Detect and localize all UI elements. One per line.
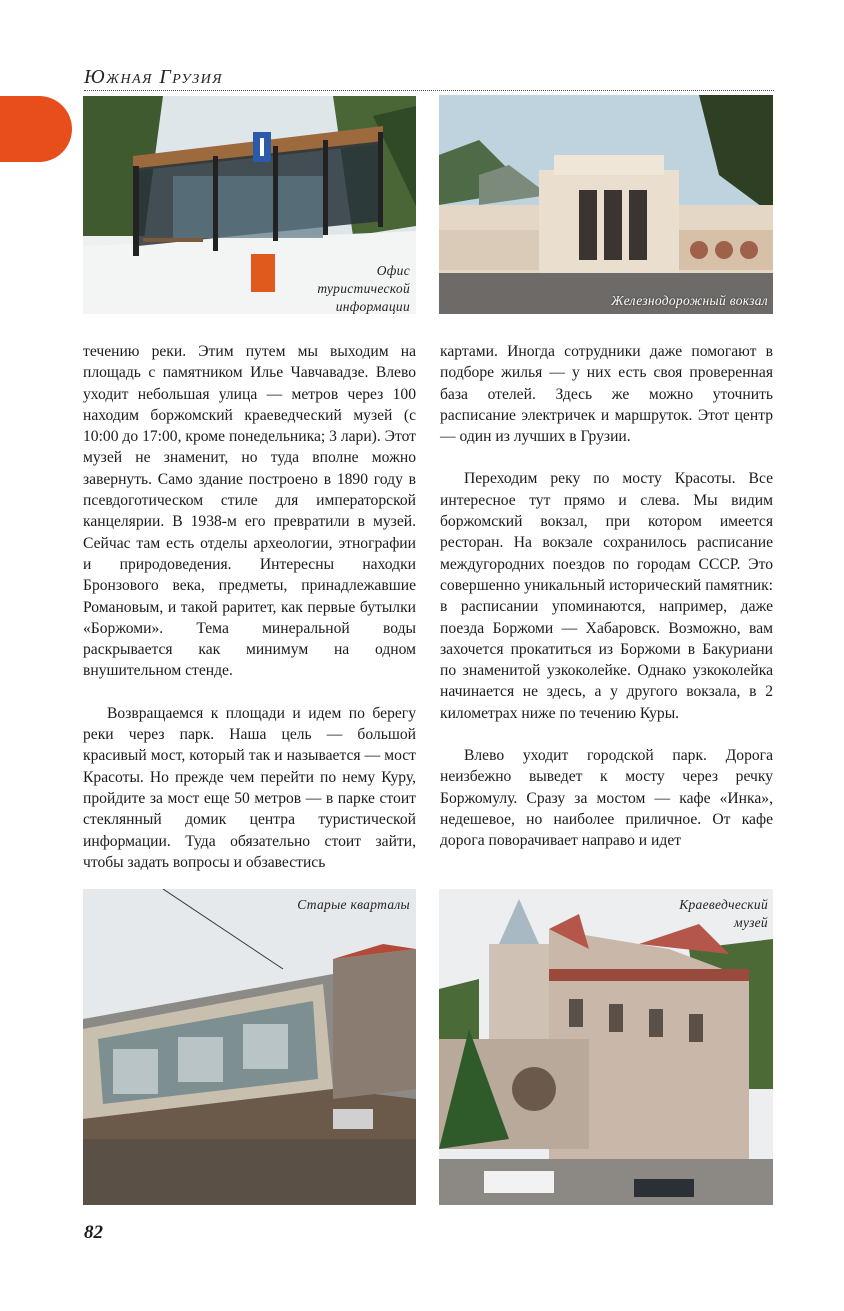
caption-tourist-office bbox=[250, 262, 410, 316]
right-text-column bbox=[440, 341, 773, 852]
page-number: 82 bbox=[84, 1222, 103, 1243]
running-head: Южная Грузия bbox=[84, 66, 774, 91]
photo-railway-station bbox=[439, 95, 773, 314]
caption-line: Краеведческий bbox=[679, 897, 768, 912]
caption-line: музей bbox=[734, 915, 768, 930]
paragraph: течению реки. Этим путем мы выходим на площадь с памятником Илье Чавчавадзе. Влево уходит небольшая улица — метров через 100 находим боржомский краеведческий музей (с 10:00 до 17:00, кроме понедельника; 3 лари). Этот музей не знаменит, но туда вполне можно завернуть. Само здание построено в 1890 году в псевдоготическом стиле для императорской канцелярии. В 1938-м его превратили в музей. Сейчас там есть отделы археологии, этнографии и природоведения. Интересны находки Бронзового века, предметы, принадлежавшие Романовым, и такой раритет, как первые бутылки «Боржоми». Тема минеральной воды раскрывается как минимум на одном внушительном стенде. bbox=[83, 343, 416, 680]
photo-museum bbox=[439, 889, 773, 1205]
left-text-column bbox=[83, 341, 416, 873]
paragraph: Влево уходит городской парк. Дорога неизбежно выведет к мосту через речку Боржомулу. Сразу за мостом — кафе «Инка», недешевое, но наиболее приличное. От кафе дорога поворачивает направо и идет bbox=[440, 747, 773, 850]
paragraph: картами. Иногда сотрудники даже помогают в подборе жилья — у них есть своя проверенная база отелей. Здесь же можно уточнить расписание электричек и маршруток. Этот центр — один из лучших в Грузии. bbox=[440, 343, 773, 446]
caption-line: Офис bbox=[376, 263, 410, 278]
caption-museum bbox=[600, 896, 768, 932]
caption-line: информации bbox=[335, 299, 410, 314]
caption-old-quarters: Старые кварталы bbox=[297, 897, 410, 912]
caption-line: туристической bbox=[317, 281, 410, 296]
caption-railway-station: Железнодорожный вокзал bbox=[611, 293, 768, 308]
paragraph: Переходим реку по мосту Красоты. Все интересное тут прямо и слева. Мы видим боржомский вокзал, при котором имеется ресторан. На вокзале сохранилось расписание междугородних поездов по городам СССР. Это совершенно уникальный исторический памятник: в расписании упоминаются, например, даже поезда Боржоми — Хабаровск. Возможно, вам захочется прокатиться из Боржоми в Бакуриани по знаменитой узкоколейке. Однако узкоколейка начинается не здесь, а у другого вокзала, в 2 километрах ниже по течению Куры. bbox=[440, 470, 773, 722]
paragraph: Возвращаемся к площади и идем по берегу реки через парк. Наша цель — большой красивый мост, который так и называется — мост Красоты. Но прежде чем перейти по нему Куру, пройдите за мост еще 50 метров — в парке стоит стеклянный домик центра туристической информации. Туда обязательно стоит зайти, чтобы задать вопросы и обзавестись bbox=[83, 704, 416, 871]
chapter-tab-marker bbox=[0, 96, 72, 162]
photo-old-quarters bbox=[83, 889, 416, 1205]
